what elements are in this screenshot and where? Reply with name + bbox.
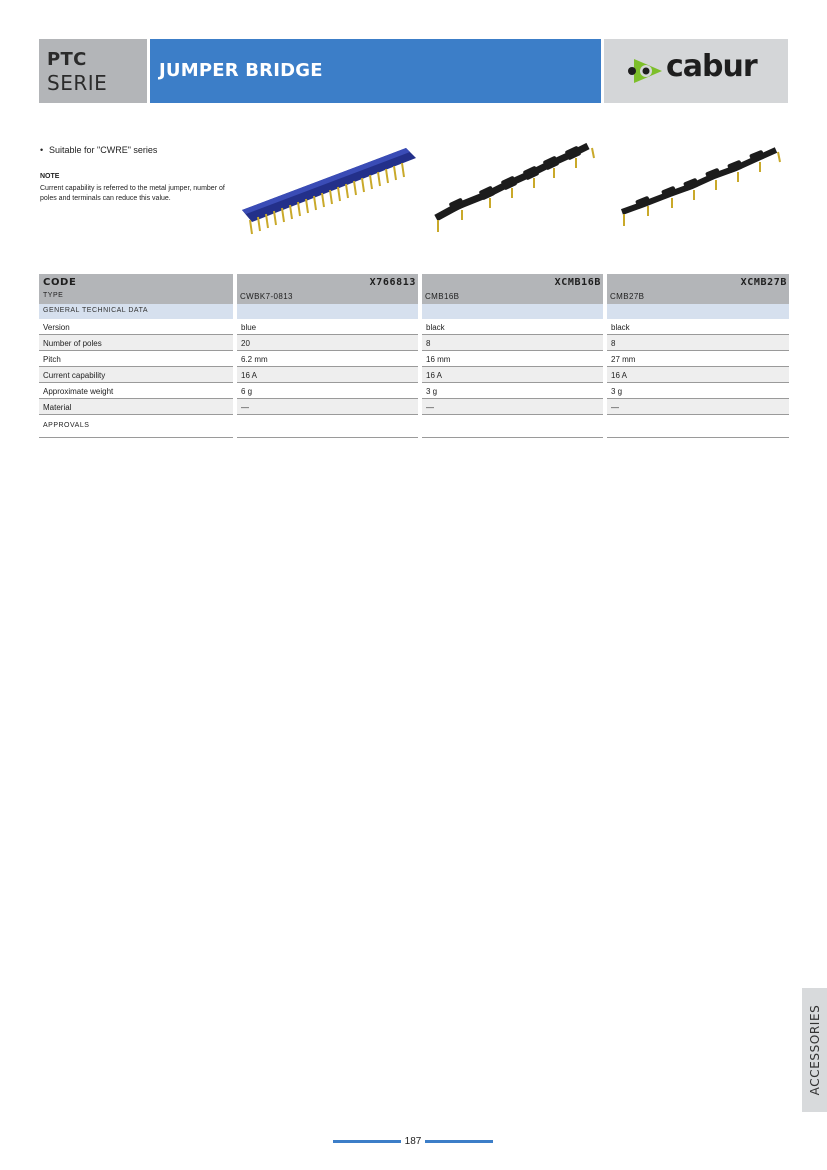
approvals-cell: [607, 415, 789, 438]
row-label: Number of poles: [43, 339, 102, 348]
row-value: black: [426, 323, 445, 332]
row-label-cell: [39, 335, 233, 351]
product-code: X766813: [369, 277, 416, 288]
value-cell: [607, 335, 789, 351]
row-label-cell: [39, 383, 233, 399]
table-header-row: [39, 274, 789, 304]
series-block: [39, 39, 147, 103]
product-image-black-27: [614, 142, 786, 232]
product-code: XCMB16B: [554, 277, 601, 288]
value-cell: [422, 335, 603, 351]
table-row: [39, 383, 789, 399]
value-cell: [607, 351, 789, 367]
row-value: 3 g: [611, 387, 623, 396]
black-jumper-bridge-27-icon: [614, 142, 786, 232]
value-cell: [237, 351, 418, 367]
row-value: —: [611, 403, 619, 412]
section-cell: [422, 304, 603, 319]
value-cell: [422, 399, 603, 415]
feature-bullet: [40, 145, 157, 155]
row-value: 3 g: [426, 387, 438, 396]
row-label-cell: [39, 319, 233, 335]
section-cell: [237, 304, 418, 319]
table-row: [39, 335, 789, 351]
footer-rule-left: [333, 1140, 401, 1143]
row-value: 6 g: [241, 387, 253, 396]
row-label: Material: [43, 403, 72, 412]
note-title: NOTE: [40, 173, 60, 180]
product-image-black-16: [428, 138, 604, 236]
product-image-blue: [238, 142, 420, 238]
approvals-cell: [237, 415, 418, 438]
value-cell: [237, 367, 418, 383]
row-value: —: [241, 403, 249, 412]
row-value: 16 A: [611, 371, 628, 380]
series-code: PTC: [47, 49, 87, 70]
black-jumper-bridge-16-icon: [428, 138, 604, 236]
side-tab-label: ACCESSORIES: [807, 1004, 822, 1096]
section-label-cell: [39, 304, 233, 319]
value-cell: [607, 383, 789, 399]
column-header: [607, 274, 789, 304]
type-label: TYPE: [43, 292, 64, 299]
page-number: 187: [404, 1136, 422, 1147]
approvals-label-cell: [39, 415, 233, 438]
value-cell: [237, 319, 418, 335]
row-value: 8: [611, 339, 616, 348]
section-cell: [607, 304, 789, 319]
page-title: JUMPER BRIDGE: [159, 60, 323, 81]
bullet-icon: •: [40, 145, 44, 155]
section-label: GENERAL TECHNICAL DATA: [43, 307, 149, 314]
blue-jumper-bridge-icon: [238, 142, 420, 238]
row-value: blue: [241, 323, 257, 332]
row-value: —: [426, 403, 434, 412]
table-row: [39, 399, 789, 415]
feature-text: Suitable for "CWRE" series: [49, 145, 158, 155]
row-value: 6.2 mm: [241, 355, 268, 364]
row-value: 27 mm: [611, 355, 636, 364]
value-cell: [422, 351, 603, 367]
row-label-cell: [39, 351, 233, 367]
value-cell: [607, 319, 789, 335]
approvals-row: [39, 415, 789, 438]
product-type: CMB16B: [425, 292, 460, 301]
row-label: Approximate weight: [43, 387, 114, 396]
footer-rule-right: [425, 1140, 493, 1143]
row-label-cell: [39, 367, 233, 383]
row-label: Current capability: [43, 371, 106, 380]
note-text: Current capability is referred to the metal jumper, number of poles and terminals can reduce this value.: [40, 185, 225, 202]
row-value: black: [611, 323, 630, 332]
logo-block: [604, 39, 788, 103]
approvals-label: APPROVALS: [43, 422, 90, 429]
logo-text: cabur: [666, 49, 757, 84]
approvals-cell: [422, 415, 603, 438]
row-value: 16 A: [241, 371, 258, 380]
column-header: [237, 274, 418, 304]
product-code: XCMB27B: [740, 277, 787, 288]
value-cell: [422, 383, 603, 399]
product-type: CMB27B: [610, 292, 645, 301]
value-cell: [607, 399, 789, 415]
value-cell: [237, 383, 418, 399]
table-row: [39, 319, 789, 335]
table-row: [39, 351, 789, 367]
section-side-tab: [802, 988, 827, 1112]
row-value: 16 A: [426, 371, 443, 380]
value-cell: [607, 367, 789, 383]
row-label: Version: [43, 323, 70, 332]
value-cell: [422, 319, 603, 335]
cabur-logo-icon: [626, 55, 666, 87]
row-value: 16 mm: [426, 355, 451, 364]
series-label: SERIE: [47, 71, 108, 95]
product-type: CWBK7-0813: [240, 292, 293, 301]
row-label: Pitch: [43, 355, 61, 364]
section-row: [39, 304, 789, 319]
technical-data-table: [39, 274, 789, 439]
row-value: 20: [241, 339, 250, 348]
table-row: [39, 367, 789, 383]
value-cell: [237, 399, 418, 415]
row-value: 8: [426, 339, 431, 348]
value-cell: [237, 335, 418, 351]
value-cell: [422, 367, 603, 383]
column-header: [422, 274, 603, 304]
code-label: CODE: [43, 277, 77, 288]
title-block: [150, 39, 601, 103]
header-label-cell: [39, 274, 233, 304]
row-label-cell: [39, 399, 233, 415]
